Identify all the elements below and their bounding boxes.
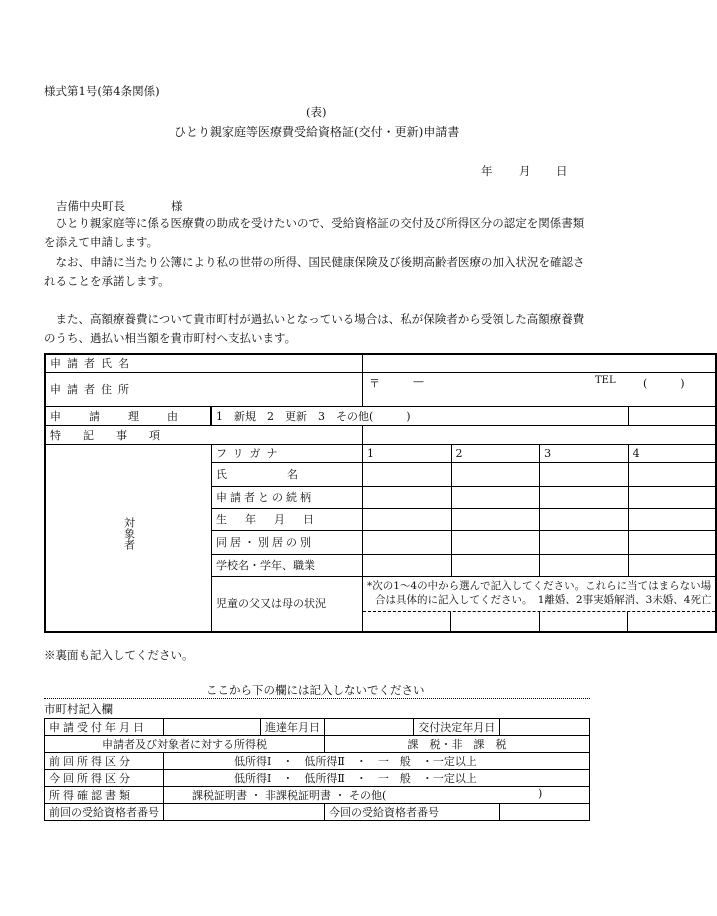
form-title: ひとり親家庭等医療費受給資格証(交付・更新)申請書: [174, 125, 460, 139]
addressee: 吉備中央町長 様: [56, 199, 183, 213]
date-month: 月: [519, 164, 531, 178]
prev-income-label: 前回所得区分: [45, 753, 164, 770]
income-tax-value[interactable]: 課 税・非 課 税: [325, 736, 590, 753]
school-cell-2[interactable]: [451, 554, 540, 576]
tel-paren: ( ): [643, 376, 685, 390]
row-reason: [45, 406, 716, 425]
office-row-tax: [45, 736, 590, 753]
transmit-date-label: 進達年月日: [261, 719, 325, 736]
reason-label: 申請理由: [46, 407, 211, 425]
name-cell-1[interactable]: [363, 462, 452, 486]
back-note: ※裏面も記入してください。: [44, 648, 194, 662]
school-label: 学校名・学年、職業: [212, 554, 363, 576]
postal-dash: —: [413, 374, 424, 388]
tel-label: TEL: [595, 374, 616, 386]
decision-date-label: 交付決定年月日: [414, 719, 500, 736]
curr-number-label: 今回の受給資格者番号: [325, 804, 500, 821]
form-side: (表): [306, 105, 327, 119]
office-row-curr-income: [45, 770, 590, 787]
paragraph-overpayment: また、高額療養費について貴市町村が過払いとなっている場合は、私が保険者から受領した高額療養費のうち、過払い相当額を貴市町村へ支払います。: [44, 312, 585, 345]
name-label: 氏名: [212, 462, 363, 486]
receipt-date-field[interactable]: [164, 719, 261, 736]
relation-cell-3[interactable]: [540, 486, 629, 508]
col-2-header[interactable]: 2: [451, 444, 540, 462]
curr-income-options[interactable]: 低所得Ⅰ ・ 低所得Ⅱ ・ 一 般 ・一定以上: [164, 770, 590, 787]
relation-label: 申請者との続柄: [212, 486, 363, 508]
form-number: 様式第1号(第4条関係): [44, 84, 160, 98]
school-cell-1[interactable]: [363, 554, 452, 576]
relation-cell-2[interactable]: [451, 486, 540, 508]
confirm-options-field[interactable]: [164, 787, 590, 804]
cohabitation-label: 同居・別居の別: [212, 530, 363, 554]
birthdate-label: 生年月日: [212, 508, 363, 530]
col-1-header[interactable]: 1: [363, 444, 452, 462]
special-field[interactable]: [363, 425, 717, 444]
parent-status-note: *次の1〜4の中から選んで記入してください。これらに当てはまらない場 合は具体的に記入してください。 1離婚、2事実婚解消、3未婚、4死亡: [363, 577, 715, 612]
curr-income-label: 今回所得区分: [45, 770, 164, 787]
date-year: 年: [481, 164, 493, 178]
office-row-prev-income: [45, 753, 590, 770]
curr-number-field[interactable]: [500, 804, 590, 821]
row-applicant-address: [45, 372, 716, 406]
furigana-label: フリガナ: [212, 444, 363, 462]
cohabitation-cell-2[interactable]: [451, 530, 540, 554]
prev-number-field[interactable]: [164, 804, 325, 821]
parent-status-field[interactable]: [363, 576, 717, 632]
reason-options[interactable]: 1 新規 2 更新 3 その他( ): [212, 406, 629, 425]
cohabitation-cell-1[interactable]: [363, 530, 452, 554]
application-table: [44, 353, 717, 633]
col-4-header[interactable]: 4: [628, 444, 716, 462]
confirm-label: 所得確認書類: [45, 787, 164, 804]
prev-income-options[interactable]: 低所得Ⅰ ・ 低所得Ⅱ ・ 一 般 ・一定以上: [164, 753, 590, 770]
school-cell-3[interactable]: [540, 554, 629, 576]
parent-status-label: 児童の父又は母の状況: [212, 576, 363, 632]
divider-line: [44, 698, 590, 699]
office-row-dates: [45, 719, 590, 736]
transmit-date-field[interactable]: [325, 719, 414, 736]
name-cell-4[interactable]: [628, 462, 716, 486]
office-section-title: 市町村記入欄: [44, 702, 113, 716]
confirm-close: ): [538, 787, 543, 800]
applicant-name-label: 申請者氏名: [45, 354, 363, 372]
name-cell-2[interactable]: [451, 462, 540, 486]
relation-cell-4[interactable]: [628, 486, 716, 508]
paragraph-consent: ひとり親家庭等に係る医療費の助成を受けたいので、受給資格証の交付及び所得区分の認定を関係書類を添えて申請します。: [44, 216, 585, 249]
confirm-options: 課税証明書 ・ 非課税証明書 ・ その他(: [192, 789, 387, 802]
relation-cell-1[interactable]: [363, 486, 452, 508]
special-label: 特記事項: [45, 425, 363, 444]
income-tax-label: 申請者及び対象者に対する所得税: [45, 736, 325, 753]
name-cell-3[interactable]: [540, 462, 629, 486]
office-row-numbers: [45, 804, 590, 821]
prev-number-label: 前回の受給資格者番号: [45, 804, 164, 821]
cohabitation-cell-3[interactable]: [540, 530, 629, 554]
birthdate-cell-4[interactable]: [628, 508, 716, 530]
applicant-address-label: 申請者住所: [45, 372, 363, 406]
paragraph-public-records: なお、申請に当たり公簿により私の世帯の所得、国民健康保険及び後期高齢者医療の加入状況を確認されることを承諾します。: [44, 255, 585, 288]
birthdate-cell-3[interactable]: [540, 508, 629, 530]
divider-text: ここから下の欄には記入しないでください: [206, 683, 425, 697]
receipt-date-label: 申請受付年月日: [45, 719, 164, 736]
postal-mark: 〒: [369, 376, 380, 390]
col-3-header[interactable]: 3: [540, 444, 629, 462]
subject-label: 対象者: [45, 444, 212, 632]
office-table: [44, 718, 590, 821]
row-special: [45, 425, 716, 444]
row-furigana: [45, 444, 716, 462]
applicant-address-field[interactable]: [363, 372, 717, 406]
applicant-name-field[interactable]: [363, 354, 717, 372]
decision-date-field[interactable]: [500, 719, 590, 736]
office-row-confirm: [45, 787, 590, 804]
row-applicant-name: [45, 354, 716, 372]
school-cell-4[interactable]: [628, 554, 716, 576]
cohabitation-cell-4[interactable]: [628, 530, 716, 554]
birthdate-cell-2[interactable]: [451, 508, 540, 530]
date-day: 日: [556, 164, 568, 178]
birthdate-cell-1[interactable]: [363, 508, 452, 530]
